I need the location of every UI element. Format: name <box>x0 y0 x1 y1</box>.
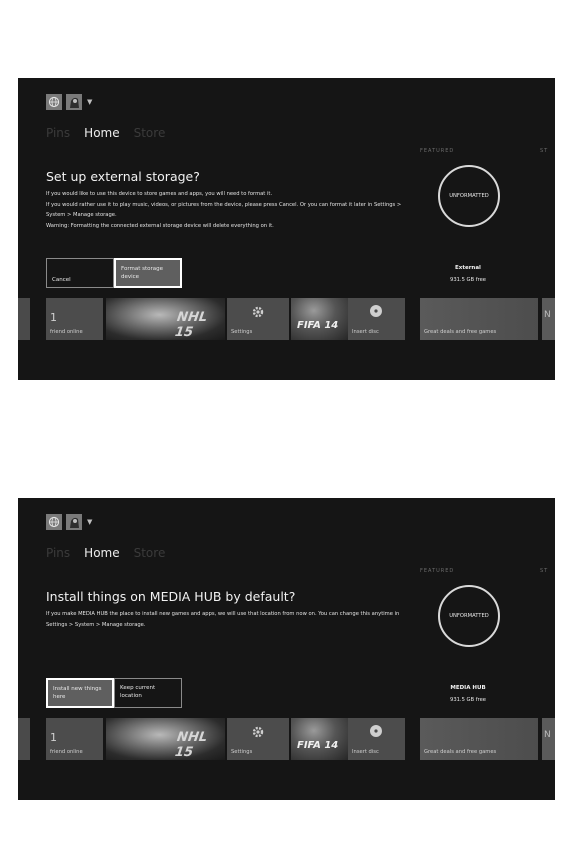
screenshot-external-storage <box>18 78 555 380</box>
home-tiles-row <box>18 718 555 760</box>
tile-label: Great deals and free games <box>424 329 497 335</box>
tile-label: Settings <box>231 329 253 335</box>
tab-store[interactable]: Store <box>133 126 166 140</box>
install-here-button[interactable]: Install new things here <box>46 678 114 708</box>
chevron-down-icon[interactable]: ▼ <box>87 98 93 106</box>
featured-header: FEATURED <box>420 148 455 154</box>
device-status: UNFORMATTED <box>449 613 489 619</box>
globe-icon[interactable] <box>46 514 62 530</box>
dialog-title: Install things on MEDIA HUB by default? <box>46 589 296 604</box>
tile-partial-text: N <box>544 730 551 740</box>
tab-pins[interactable]: Pins <box>46 126 71 140</box>
tile-insert-disc[interactable] <box>348 298 405 340</box>
tile-game-fifa[interactable] <box>291 718 348 760</box>
tab-pins[interactable]: Pins <box>46 546 71 560</box>
tile-offscreen-left[interactable] <box>18 298 30 340</box>
storage-device-circle <box>438 585 500 647</box>
storage-device-circle <box>438 165 500 227</box>
game-title: NHL 15 <box>173 730 209 760</box>
tile-label: Insert disc <box>352 329 379 335</box>
body-line: Warning: Formatting the connected external storage device will delete everything on it. <box>46 222 274 229</box>
gear-icon <box>251 305 265 319</box>
column-header-truncated: ST <box>540 568 549 574</box>
dialog-body <box>46 609 416 630</box>
tile-game-fifa[interactable] <box>291 298 348 340</box>
avatar-icon[interactable] <box>66 94 82 110</box>
body-line: If you would rather use it to play music, videos, or pictures from the device, please press Cancel. Or you can format it later in Settings > System > Manage storage. <box>46 201 402 218</box>
device-status: UNFORMATTED <box>449 193 489 199</box>
tile-label: friend online <box>50 329 83 335</box>
tile-offscreen-right[interactable] <box>542 718 555 760</box>
tab-home[interactable]: Home <box>84 546 120 560</box>
cancel-button[interactable]: Cancel <box>46 258 114 288</box>
nav-tabs <box>46 546 165 560</box>
tile-offscreen-left[interactable] <box>18 718 30 760</box>
home-tiles-row <box>18 298 555 340</box>
friend-count: 1 <box>50 731 57 744</box>
avatar-icon[interactable] <box>66 514 82 530</box>
device-free-space: 931.5 GB free <box>450 697 486 703</box>
tile-label: friend online <box>50 749 83 755</box>
tile-insert-disc[interactable] <box>348 718 405 760</box>
device-name: External <box>455 265 481 271</box>
dialog-title: Set up external storage? <box>46 169 200 184</box>
column-header-truncated: ST <box>540 148 549 154</box>
tile-settings[interactable] <box>227 718 289 760</box>
featured-header: FEATURED <box>420 568 455 574</box>
body-line: If you make MEDIA HUB the place to install new games and apps, we will use that location from now on. You can change this anytime in Settings > System > Manage storage. <box>46 611 400 628</box>
disc-icon <box>369 304 383 318</box>
tile-settings[interactable] <box>227 298 289 340</box>
tile-label: Settings <box>231 749 253 755</box>
tile-game-nhl[interactable] <box>106 718 225 760</box>
disc-icon <box>369 724 383 738</box>
game-title: NHL 15 <box>173 310 209 340</box>
chevron-down-icon[interactable]: ▼ <box>87 518 93 526</box>
device-name: MEDIA HUB <box>450 685 486 691</box>
top-bar <box>46 94 92 110</box>
game-title: FIFA 14 <box>297 320 339 331</box>
tab-store[interactable]: Store <box>133 546 166 560</box>
globe-icon[interactable] <box>46 94 62 110</box>
body-line: If you would like to use this device to store games and apps, you will need to format it. <box>46 191 273 197</box>
tile-friends-online[interactable] <box>46 298 103 340</box>
tab-home[interactable]: Home <box>84 126 120 140</box>
game-title: FIFA 14 <box>297 740 339 751</box>
format-storage-button[interactable]: Format storage device <box>114 258 182 288</box>
nav-tabs <box>46 126 165 140</box>
tile-partial-text: N <box>544 310 551 320</box>
tile-deals[interactable] <box>420 298 538 340</box>
dialog-body <box>46 189 416 231</box>
gear-icon <box>251 725 265 739</box>
friend-count: 1 <box>50 311 57 324</box>
tile-game-nhl[interactable] <box>106 298 225 340</box>
tile-offscreen-right[interactable] <box>542 298 555 340</box>
device-free-space: 931.5 GB free <box>450 277 486 283</box>
tile-label: Insert disc <box>352 749 379 755</box>
tile-deals[interactable] <box>420 718 538 760</box>
tile-friends-online[interactable] <box>46 718 103 760</box>
tile-label: Great deals and free games <box>424 749 497 755</box>
screenshot-install-default <box>18 498 555 800</box>
top-bar <box>46 514 92 530</box>
keep-location-button[interactable]: Keep current location <box>114 678 182 708</box>
